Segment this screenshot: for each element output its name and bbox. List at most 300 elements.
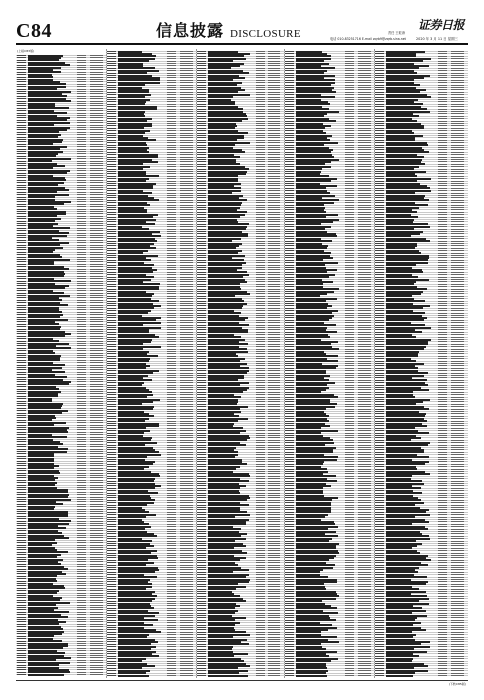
table-row xyxy=(106,248,196,249)
table-row xyxy=(106,250,196,251)
table-row xyxy=(284,154,374,155)
table-row xyxy=(106,485,196,486)
table-row xyxy=(374,140,468,141)
table-row xyxy=(196,133,284,134)
table-row xyxy=(106,574,196,575)
table-row xyxy=(284,209,374,210)
table-row xyxy=(196,632,284,633)
table-row xyxy=(196,152,284,153)
table-row xyxy=(284,322,374,323)
table-row xyxy=(16,230,106,231)
table-row xyxy=(284,634,374,635)
table-row xyxy=(284,632,374,633)
table-row xyxy=(106,140,196,141)
table-row xyxy=(16,648,106,649)
table-row xyxy=(284,368,374,369)
table-row xyxy=(284,284,374,285)
table-row xyxy=(106,658,196,659)
table-row xyxy=(374,452,468,453)
table-row xyxy=(374,413,468,414)
table-row xyxy=(106,77,196,78)
table-row xyxy=(284,238,374,239)
table-row xyxy=(196,113,284,114)
table-row xyxy=(16,65,106,66)
table-row xyxy=(196,653,284,654)
table-row xyxy=(16,180,106,181)
table-row xyxy=(196,399,284,400)
table-row xyxy=(16,470,106,471)
table-row xyxy=(106,361,196,362)
table-row xyxy=(16,645,106,646)
table-row xyxy=(196,226,284,227)
table-row xyxy=(16,153,106,154)
table-row xyxy=(196,382,284,383)
table-row xyxy=(284,277,374,278)
table-row xyxy=(196,601,284,602)
table-row xyxy=(196,274,284,275)
table-row xyxy=(16,197,106,198)
table-row xyxy=(284,483,374,484)
table-row xyxy=(106,505,196,506)
table-row xyxy=(196,56,284,57)
table-row xyxy=(196,106,284,107)
table-row xyxy=(284,629,374,630)
table-row xyxy=(374,313,468,314)
table-row xyxy=(196,159,284,160)
table-row xyxy=(284,58,374,59)
table-row xyxy=(196,327,284,328)
table-row xyxy=(374,550,468,551)
table-row xyxy=(16,449,106,450)
table-row xyxy=(284,356,374,357)
table-row xyxy=(106,661,196,662)
table-row xyxy=(374,351,468,352)
table-row xyxy=(106,670,196,671)
table-row xyxy=(106,382,196,383)
table-row xyxy=(374,301,468,302)
table-row xyxy=(16,638,106,639)
table-row xyxy=(16,55,106,56)
table-row xyxy=(374,358,468,359)
table-row xyxy=(374,303,468,304)
table-row xyxy=(16,434,106,435)
table-row xyxy=(196,97,284,98)
table-row xyxy=(374,569,468,570)
table-row xyxy=(16,633,106,634)
table-row xyxy=(374,145,468,146)
table-row xyxy=(196,541,284,542)
table-row xyxy=(106,178,196,179)
table-row xyxy=(106,577,196,578)
table-row xyxy=(374,327,468,328)
table-row xyxy=(106,449,196,450)
table-row xyxy=(374,512,468,513)
table-row xyxy=(106,101,196,102)
table-row xyxy=(374,176,468,177)
table-row xyxy=(16,91,106,92)
table-row xyxy=(196,418,284,419)
table-row xyxy=(196,625,284,626)
table-row xyxy=(106,397,196,398)
table-row xyxy=(16,110,106,111)
table-row xyxy=(374,305,468,306)
table-row xyxy=(284,267,374,268)
table-row xyxy=(284,579,374,580)
table-row xyxy=(16,468,106,469)
table-row xyxy=(16,441,106,442)
table-row xyxy=(196,452,284,453)
table-row xyxy=(106,502,196,503)
table-row xyxy=(16,139,106,140)
table-row xyxy=(106,255,196,256)
table-row xyxy=(106,344,196,345)
table-row xyxy=(196,82,284,83)
table-row xyxy=(196,447,284,448)
table-row xyxy=(284,641,374,642)
table-row xyxy=(16,290,106,291)
table-row xyxy=(374,166,468,167)
table-row xyxy=(196,495,284,496)
table-row xyxy=(196,99,284,100)
table-row xyxy=(284,459,374,460)
table-row xyxy=(196,670,284,671)
table-row xyxy=(374,58,468,59)
table-row xyxy=(16,60,106,61)
table-row xyxy=(106,181,196,182)
table-row xyxy=(284,291,374,292)
table-row xyxy=(16,492,106,493)
table-row xyxy=(196,130,284,131)
table-row xyxy=(106,433,196,434)
table-row xyxy=(196,457,284,458)
table-row xyxy=(16,242,106,243)
table-row xyxy=(374,349,468,350)
table-row xyxy=(196,392,284,393)
table-row xyxy=(16,482,106,483)
table-row xyxy=(374,481,468,482)
table-row xyxy=(16,513,106,514)
table-row xyxy=(196,394,284,395)
table-row xyxy=(196,195,284,196)
table-row xyxy=(106,454,196,455)
table-row xyxy=(374,545,468,546)
table-row xyxy=(374,473,468,474)
table-row xyxy=(16,405,106,406)
table-row xyxy=(106,214,196,215)
table-row xyxy=(106,430,196,431)
table-row xyxy=(284,344,374,345)
table-row xyxy=(16,285,106,286)
table-row xyxy=(284,649,374,650)
table-row xyxy=(374,627,468,628)
table-row xyxy=(106,353,196,354)
table-row xyxy=(16,674,106,675)
table-row xyxy=(196,248,284,249)
table-row xyxy=(374,382,468,383)
table-row xyxy=(374,661,468,662)
table-row xyxy=(16,120,106,121)
table-row xyxy=(374,322,468,323)
table-row xyxy=(196,171,284,172)
table-row xyxy=(374,133,468,134)
table-row xyxy=(284,639,374,640)
table-row xyxy=(106,440,196,441)
table-row xyxy=(106,356,196,357)
table-row xyxy=(106,332,196,333)
table-row xyxy=(374,94,468,95)
table-row xyxy=(106,349,196,350)
table-row xyxy=(284,514,374,515)
table-row xyxy=(284,481,374,482)
table-row xyxy=(16,525,106,526)
table-row xyxy=(196,317,284,318)
table-row xyxy=(16,93,106,94)
table-row xyxy=(106,389,196,390)
table-row xyxy=(196,545,284,546)
table-row xyxy=(284,109,374,110)
table-row xyxy=(106,524,196,525)
table-row xyxy=(374,377,468,378)
table-row xyxy=(16,453,106,454)
table-row xyxy=(196,334,284,335)
table-row xyxy=(284,512,374,513)
table-row xyxy=(284,363,374,364)
table-row xyxy=(16,165,106,166)
table-row xyxy=(196,572,284,573)
table-row xyxy=(284,507,374,508)
table-row xyxy=(284,557,374,558)
table-row xyxy=(374,598,468,599)
table-row xyxy=(196,70,284,71)
table-row xyxy=(374,229,468,230)
table-row xyxy=(106,284,196,285)
table-row xyxy=(106,97,196,98)
table-row xyxy=(374,344,468,345)
table-row xyxy=(16,504,106,505)
table-row xyxy=(374,260,468,261)
table-row xyxy=(284,569,374,570)
table-row xyxy=(374,634,468,635)
table-row xyxy=(284,250,374,251)
table-row xyxy=(16,350,106,351)
table-row xyxy=(16,125,106,126)
table-row xyxy=(374,178,468,179)
table-row xyxy=(106,538,196,539)
table-row xyxy=(284,387,374,388)
table-row xyxy=(374,255,468,256)
table-row xyxy=(374,123,468,124)
table-row xyxy=(196,368,284,369)
table-row xyxy=(196,356,284,357)
table-row xyxy=(284,171,374,172)
table-row xyxy=(196,363,284,364)
table-row xyxy=(374,253,468,254)
table-row xyxy=(284,205,374,206)
table-row xyxy=(284,461,374,462)
table-row xyxy=(16,98,106,99)
table-row xyxy=(106,53,196,54)
table-row xyxy=(374,471,468,472)
table-row xyxy=(196,365,284,366)
table-row xyxy=(284,190,374,191)
table-row xyxy=(196,577,284,578)
table-row xyxy=(284,409,374,410)
table-row xyxy=(374,620,468,621)
table-row xyxy=(284,521,374,522)
table-row xyxy=(374,387,468,388)
table-row xyxy=(196,476,284,477)
table-row xyxy=(16,141,106,142)
continued-note: (下转C85版) xyxy=(448,682,466,686)
table-row xyxy=(284,61,374,62)
table-row xyxy=(196,332,284,333)
table-row xyxy=(374,161,468,162)
table-row xyxy=(106,399,196,400)
table-row xyxy=(284,265,374,266)
table-row xyxy=(196,250,284,251)
table-row xyxy=(16,103,106,104)
table-row xyxy=(374,121,468,122)
table-row xyxy=(374,118,468,119)
table-row xyxy=(284,341,374,342)
table-row xyxy=(374,641,468,642)
table-row xyxy=(284,548,374,549)
table-row xyxy=(374,478,468,479)
table-row xyxy=(16,446,106,447)
table-row xyxy=(374,152,468,153)
table-row xyxy=(196,245,284,246)
table-row xyxy=(106,663,196,664)
table-row xyxy=(284,224,374,225)
table-row xyxy=(106,106,196,107)
table-row xyxy=(16,509,106,510)
table-row xyxy=(106,341,196,342)
table-row xyxy=(374,104,468,105)
table-row xyxy=(374,531,468,532)
table-row xyxy=(106,497,196,498)
table-row xyxy=(196,406,284,407)
table-row xyxy=(374,286,468,287)
table-row xyxy=(16,302,106,303)
table-row xyxy=(374,541,468,542)
table-row xyxy=(196,459,284,460)
disclosure-table xyxy=(16,49,468,678)
table-row xyxy=(16,588,106,589)
table-row xyxy=(196,581,284,582)
table-row xyxy=(196,673,284,674)
table-row xyxy=(284,370,374,371)
table-row xyxy=(374,555,468,556)
table-row xyxy=(196,241,284,242)
table-row xyxy=(196,409,284,410)
table-row xyxy=(196,514,284,515)
table-row xyxy=(16,626,106,627)
table-row xyxy=(16,117,106,118)
table-row xyxy=(374,617,468,618)
table-row xyxy=(16,146,106,147)
table-row xyxy=(16,377,106,378)
table-row xyxy=(16,665,106,666)
table-row xyxy=(16,259,106,260)
table-row xyxy=(16,237,106,238)
table-row xyxy=(374,502,468,503)
table-row xyxy=(196,205,284,206)
table-row xyxy=(16,593,106,594)
table-row xyxy=(196,253,284,254)
table-row xyxy=(106,531,196,532)
table-row xyxy=(16,348,106,349)
table-row xyxy=(374,250,468,251)
table-row xyxy=(284,195,374,196)
table-row xyxy=(196,507,284,508)
table-row xyxy=(284,51,374,52)
table-row xyxy=(196,658,284,659)
table-row xyxy=(106,471,196,472)
table-column xyxy=(374,49,468,678)
table-row xyxy=(284,113,374,114)
table-row xyxy=(284,94,374,95)
table-row xyxy=(16,643,106,644)
table-row xyxy=(106,171,196,172)
table-row xyxy=(106,346,196,347)
table-row xyxy=(106,298,196,299)
table-row xyxy=(16,480,106,481)
table-row xyxy=(374,207,468,208)
table-row xyxy=(196,433,284,434)
table-row xyxy=(284,661,374,662)
table-row xyxy=(284,673,374,674)
table-row xyxy=(284,560,374,561)
table-row xyxy=(16,228,106,229)
table-row xyxy=(374,449,468,450)
table-row xyxy=(106,639,196,640)
table-row xyxy=(106,166,196,167)
table-row xyxy=(106,476,196,477)
table-row xyxy=(196,221,284,222)
table-row xyxy=(284,413,374,414)
table-row xyxy=(196,284,284,285)
table-row xyxy=(16,122,106,123)
table-row xyxy=(374,329,468,330)
table-row xyxy=(196,629,284,630)
table-row xyxy=(106,589,196,590)
table-row xyxy=(374,92,468,93)
table-row xyxy=(374,51,468,52)
table-row xyxy=(196,397,284,398)
table-row xyxy=(374,77,468,78)
table-row xyxy=(16,545,106,546)
table-row xyxy=(374,385,468,386)
table-row xyxy=(16,307,106,308)
table-row xyxy=(16,77,106,78)
table-row xyxy=(284,87,374,88)
table-column xyxy=(196,49,285,678)
table-row xyxy=(374,269,468,270)
table-row xyxy=(284,118,374,119)
table-row xyxy=(16,425,106,426)
table-row xyxy=(284,593,374,594)
table-row xyxy=(16,408,106,409)
table-row xyxy=(284,269,374,270)
table-row xyxy=(106,272,196,273)
table-row xyxy=(284,116,374,117)
table-row xyxy=(374,185,468,186)
table-row xyxy=(106,301,196,302)
table-row xyxy=(196,668,284,669)
table-row xyxy=(16,554,106,555)
table-row xyxy=(106,529,196,530)
table-row xyxy=(374,248,468,249)
